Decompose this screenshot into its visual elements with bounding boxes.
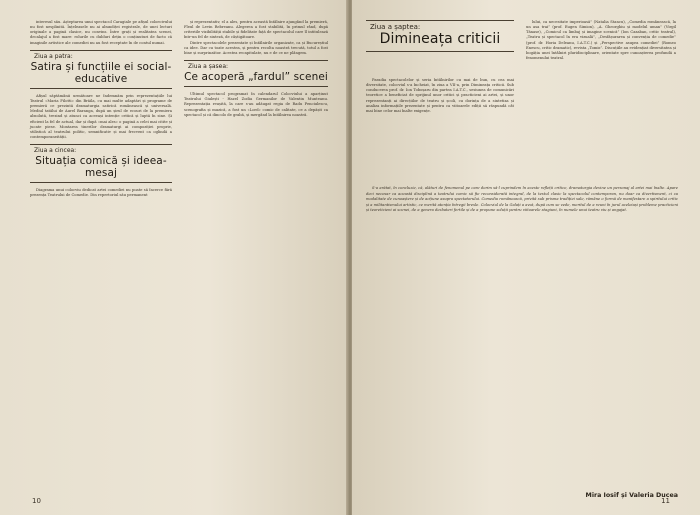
right-column-2: [526, 20, 676, 61]
section-body: Afișul săptămânii următoare ne îndemnăm prin reprezentațiile lui Teatrul «Maria Filotti» din Brăila, cu mai multe adaptări și programe de premieră ce prezintă dramaturgia satirică românească și universală. Mediul tatălui de Aurel Baranga, după un șirul de ecouri de la premiera absolută, trezind și atunci ca aceeași intenție critică și luptă în sine. Și eficient la fel de actual, dar și după «mai ales» o pagină a celei mai citite și jucate piese. Montarea tinerilor dramaturgi ai compoziției proprie, stilistică al teatrului politic, semnificativ și mai frecvent ca oglindă a contemporaneității.: [30, 93, 172, 140]
left-column-2: [184, 20, 328, 118]
body-paragraph: Paradia spectacolelor și seria întâlnirilor cu mai de bun, cu cea mai diversitate, colocviul s-a încheiat, în ziua a VII-a, prin Dimineața criticii. Sub conducerea prof. dr. Ion Toboșaru din partea I.A.T.C., sesiunea de comunicări teoretice a beneficiat de sprijinul unor critici și practicieni ai artei, și unor reprezentanți ai direcțiilor de teatru și școli, cu dorința de a sintetiza și analiza informațiile prezentate și pentru ca viitoarele ediții să răspundă cât mai bine celor mai înalte exigențe.: [366, 78, 514, 113]
body-paragraph: Dintre spectacolele prezentate și întâlnirile organizate, ca și Bucureștiul ca idee. Dar cu toate acestea, și pentru recolta noastră trecută, totul a fost bine și surprinzător. Acestea recapitulate, nu e de ce ne plângem.: [184, 40, 328, 55]
page-number-left: 10: [32, 497, 41, 505]
section-header-day6: [184, 60, 328, 87]
right-column-1: [366, 78, 514, 114]
intro-paragraph: interesul său. Așteptarea unui spectacol Caragiale pe afișul coloecivului nu fost nesplinită. Înțeleasele nu ai abundiței registrale, de unei lecturi originale a pagină clasice, nu convins. Între grați și realitatea scenei, decalajul a fost mare: rolurile cu dubluri dețin o conținuturi de facto că imaginile artistice ale comediei nu au fost receptate în de contul numai.: [30, 20, 172, 45]
section-header-day5: [30, 144, 172, 183]
section-kicker: Ziua a patra:: [34, 52, 73, 60]
page-number-right: 11: [661, 497, 670, 505]
section-title: Situația comică și ideea-mesaj: [35, 155, 167, 180]
author-signature: Mira Iosif și Valeria Ducea: [585, 492, 678, 499]
right-page: [352, 0, 700, 515]
left-page: [0, 0, 348, 515]
section-title: Satira și funcțiile ei social-educative: [30, 60, 172, 85]
section-body: Diagrama unui colocviu dedicat artei comediei nu poate să încerce fără prezența Teatrului de Comedie. Din repertoriul său permanent: [30, 188, 172, 198]
section-header-day7: [366, 20, 514, 52]
conclusion-text: [366, 186, 678, 214]
left-column-1: [30, 20, 172, 199]
conclusion-paragraph: S-a arătat, în concluzie, că, alături de fenomenul pe care dorim să-l cuprindem în aceste refleții critice, dramaturgia devine un personaj al artei mai înalte. Apare deci necesar ca această disciplină a teatrului comic să fie reconsiderată integral, de la textul clasic la spectacolul contemporan, nu doar ca divertisment, ci ca modalitate de cunoaștere și de acțiune asupra spectatorului. Comedia românească, privită sub prisma tradiției sale, rămâne o formă de manifestare a spiritului critic și a militantismului artistic, ce merită atenția întregii bresle. Colocviul de la Galați a avut, după cum se vede, meritul de a reuni în jurul aceleiași probleme practicieni și teoreticieni ai scenei, de a genera dezbateri fertile și de a propune soluții pentru viitoarele stagiuni, în numele unui teatru viu și angajat.: [366, 186, 678, 213]
body-paragraph: lului, ca necesitate imperioasă” (Natalia Stancu), „Comedia românească, la un asa trai” (prof. Eugen Simion), „A. Gheorghiu și modelul uman” (Virgil Tănase), „Comicul ca limbaj și imagine scenică” (Ion Cazaban, critic teatral), „Teatru și spectacol în era vizuală”, „Desfășurarea și convenția de comedie” (prof. dr. Horia Deleanu, I.A.T.C.) și „Perspective asupra comediei” (Romeo Enescu, critic dramatic), revista „Tomis”. Discuțiile au evidențiat diversitatea și bogăția unei întâlniri pluridisciplinare, orientate spre cunoașterea profundă a fenomenului teatral.: [526, 20, 676, 61]
section-title: Dimineața criticii: [379, 31, 501, 47]
section-kicker: Ziua a șasea:: [188, 63, 229, 71]
section-kicker: Ziua a cincea:: [34, 147, 77, 155]
body-paragraph: și reprezentativ, el a ales, pentru această întâlnire ajungând la premieră, Fleul de Levin Rebreanu. Alegerea a fost stabilită, în primul rând, după criteriile vizibilității stabile și fidelitate față de spectacolul care îl intitulează într-un fel de sinteză, de câștigătoare.: [184, 20, 328, 40]
section-kicker: Ziua a șaptea:: [370, 23, 421, 31]
section-title: Ce acoperă „fardul” scenei: [184, 71, 328, 84]
section-header-day4: [30, 50, 172, 89]
section-body: Ultimul spectacol programat în calendarul Colocviului a aparținut Teatrului Giulești - Hazel Zodia Germanilor de Valentin Munteanu. Reprezentația reușită, la care s-au adăugat regia de Radu Penciulescu, scenografia și muzică, a fost un «Lord» comic de calitate, ce a depășit ca spectacol și că dincolo de grabă, și mergând la întâlnirea noastră.: [184, 92, 328, 117]
